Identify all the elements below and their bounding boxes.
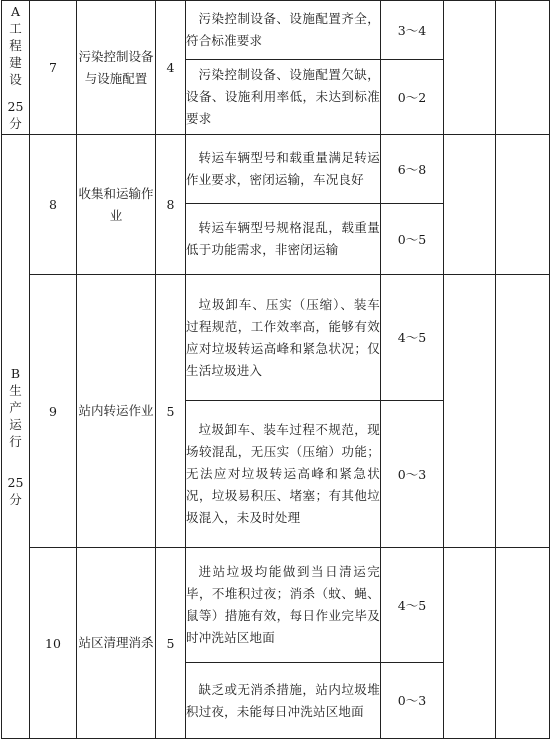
item-number: 7 xyxy=(30,1,77,135)
table-row xyxy=(2,275,550,401)
criterion-text: 缺乏或无消杀措施，站内垃圾堆积过夜，未能每日冲洗站区地面 xyxy=(186,663,381,739)
category-unit: 分 xyxy=(9,492,22,507)
score-range: 0～3 xyxy=(381,401,444,548)
category-letter: B xyxy=(10,366,21,381)
criterion-text: 污染控制设备、设施配置欠缺，设备、设施利用率低，未达到标准要求 xyxy=(186,60,381,135)
category-char: 生 xyxy=(9,383,22,398)
category-points: 25 xyxy=(7,99,24,114)
score-range: 4～5 xyxy=(381,275,444,401)
blank-cell xyxy=(444,1,496,135)
criterion-text: 垃圾卸车、压实（压缩）、装车过程规范，工作效率高，能够有效应对垃圾转运高峰和紧急状况；仅生活垃圾进入 xyxy=(186,275,381,401)
item-name: 污染控制设备与设施配置 xyxy=(77,1,156,135)
blank-cell xyxy=(496,1,550,135)
score-range: 0～5 xyxy=(381,204,444,275)
score-range: 4～5 xyxy=(381,548,444,663)
criterion-text: 垃圾卸车、装车过程不规范，现场较混乱，无压实（压缩）功能；无法应对垃圾转运高峰和紧急状况，垃圾易积压、堵塞；有其他垃圾混入，未及时处理 xyxy=(186,401,381,548)
blank-cell xyxy=(496,135,550,275)
table-row xyxy=(2,548,550,663)
category-a-cell xyxy=(2,1,30,135)
blank-cell xyxy=(496,548,550,739)
category-b-cell xyxy=(2,135,30,739)
category-char: 建 xyxy=(9,55,22,70)
item-name: 收集和运输作业 xyxy=(77,135,156,275)
category-char: 设 xyxy=(9,72,22,87)
item-name: 站区清理消杀 xyxy=(77,548,156,739)
criterion-text: 污染控制设备、设施配置齐全，符合标准要求 xyxy=(186,1,381,60)
score-range: 6～8 xyxy=(381,135,444,204)
category-letter: A xyxy=(10,4,21,19)
item-number: 10 xyxy=(30,548,77,739)
item-name: 站内转运作业 xyxy=(77,275,156,548)
category-points: 25 xyxy=(7,475,24,490)
item-score: 8 xyxy=(156,135,186,275)
item-number: 8 xyxy=(30,135,77,275)
criterion-text: 进站垃圾均能做到当日清运完毕，不堆积过夜；消杀（蚊、蝇、鼠等）措施有效，每日作业完毕及时冲洗站区地面 xyxy=(186,548,381,663)
criterion-text: 转运车辆型号和载重量满足转运作业要求，密闭运输，车况良好 xyxy=(186,135,381,204)
score-range: 3～4 xyxy=(381,1,444,60)
category-char: 行 xyxy=(9,434,22,449)
score-range: 0～2 xyxy=(381,60,444,135)
score-range: 0～3 xyxy=(381,663,444,739)
item-score: 4 xyxy=(156,1,186,135)
category-unit: 分 xyxy=(9,116,22,131)
table-row xyxy=(2,1,550,60)
blank-cell xyxy=(444,548,496,739)
item-score: 5 xyxy=(156,275,186,548)
category-char: 运 xyxy=(9,417,22,432)
blank-cell xyxy=(444,275,496,548)
category-char: 产 xyxy=(9,400,22,415)
item-number: 9 xyxy=(30,275,77,548)
table-row xyxy=(2,135,550,204)
blank-cell xyxy=(496,275,550,548)
category-char: 工 xyxy=(9,21,22,36)
blank-cell xyxy=(444,135,496,275)
criterion-text: 转运车辆型号规格混乱，载重量低于功能需求，非密闭运输 xyxy=(186,204,381,275)
item-score: 5 xyxy=(156,548,186,739)
evaluation-table xyxy=(1,0,550,739)
category-char: 程 xyxy=(9,38,22,53)
